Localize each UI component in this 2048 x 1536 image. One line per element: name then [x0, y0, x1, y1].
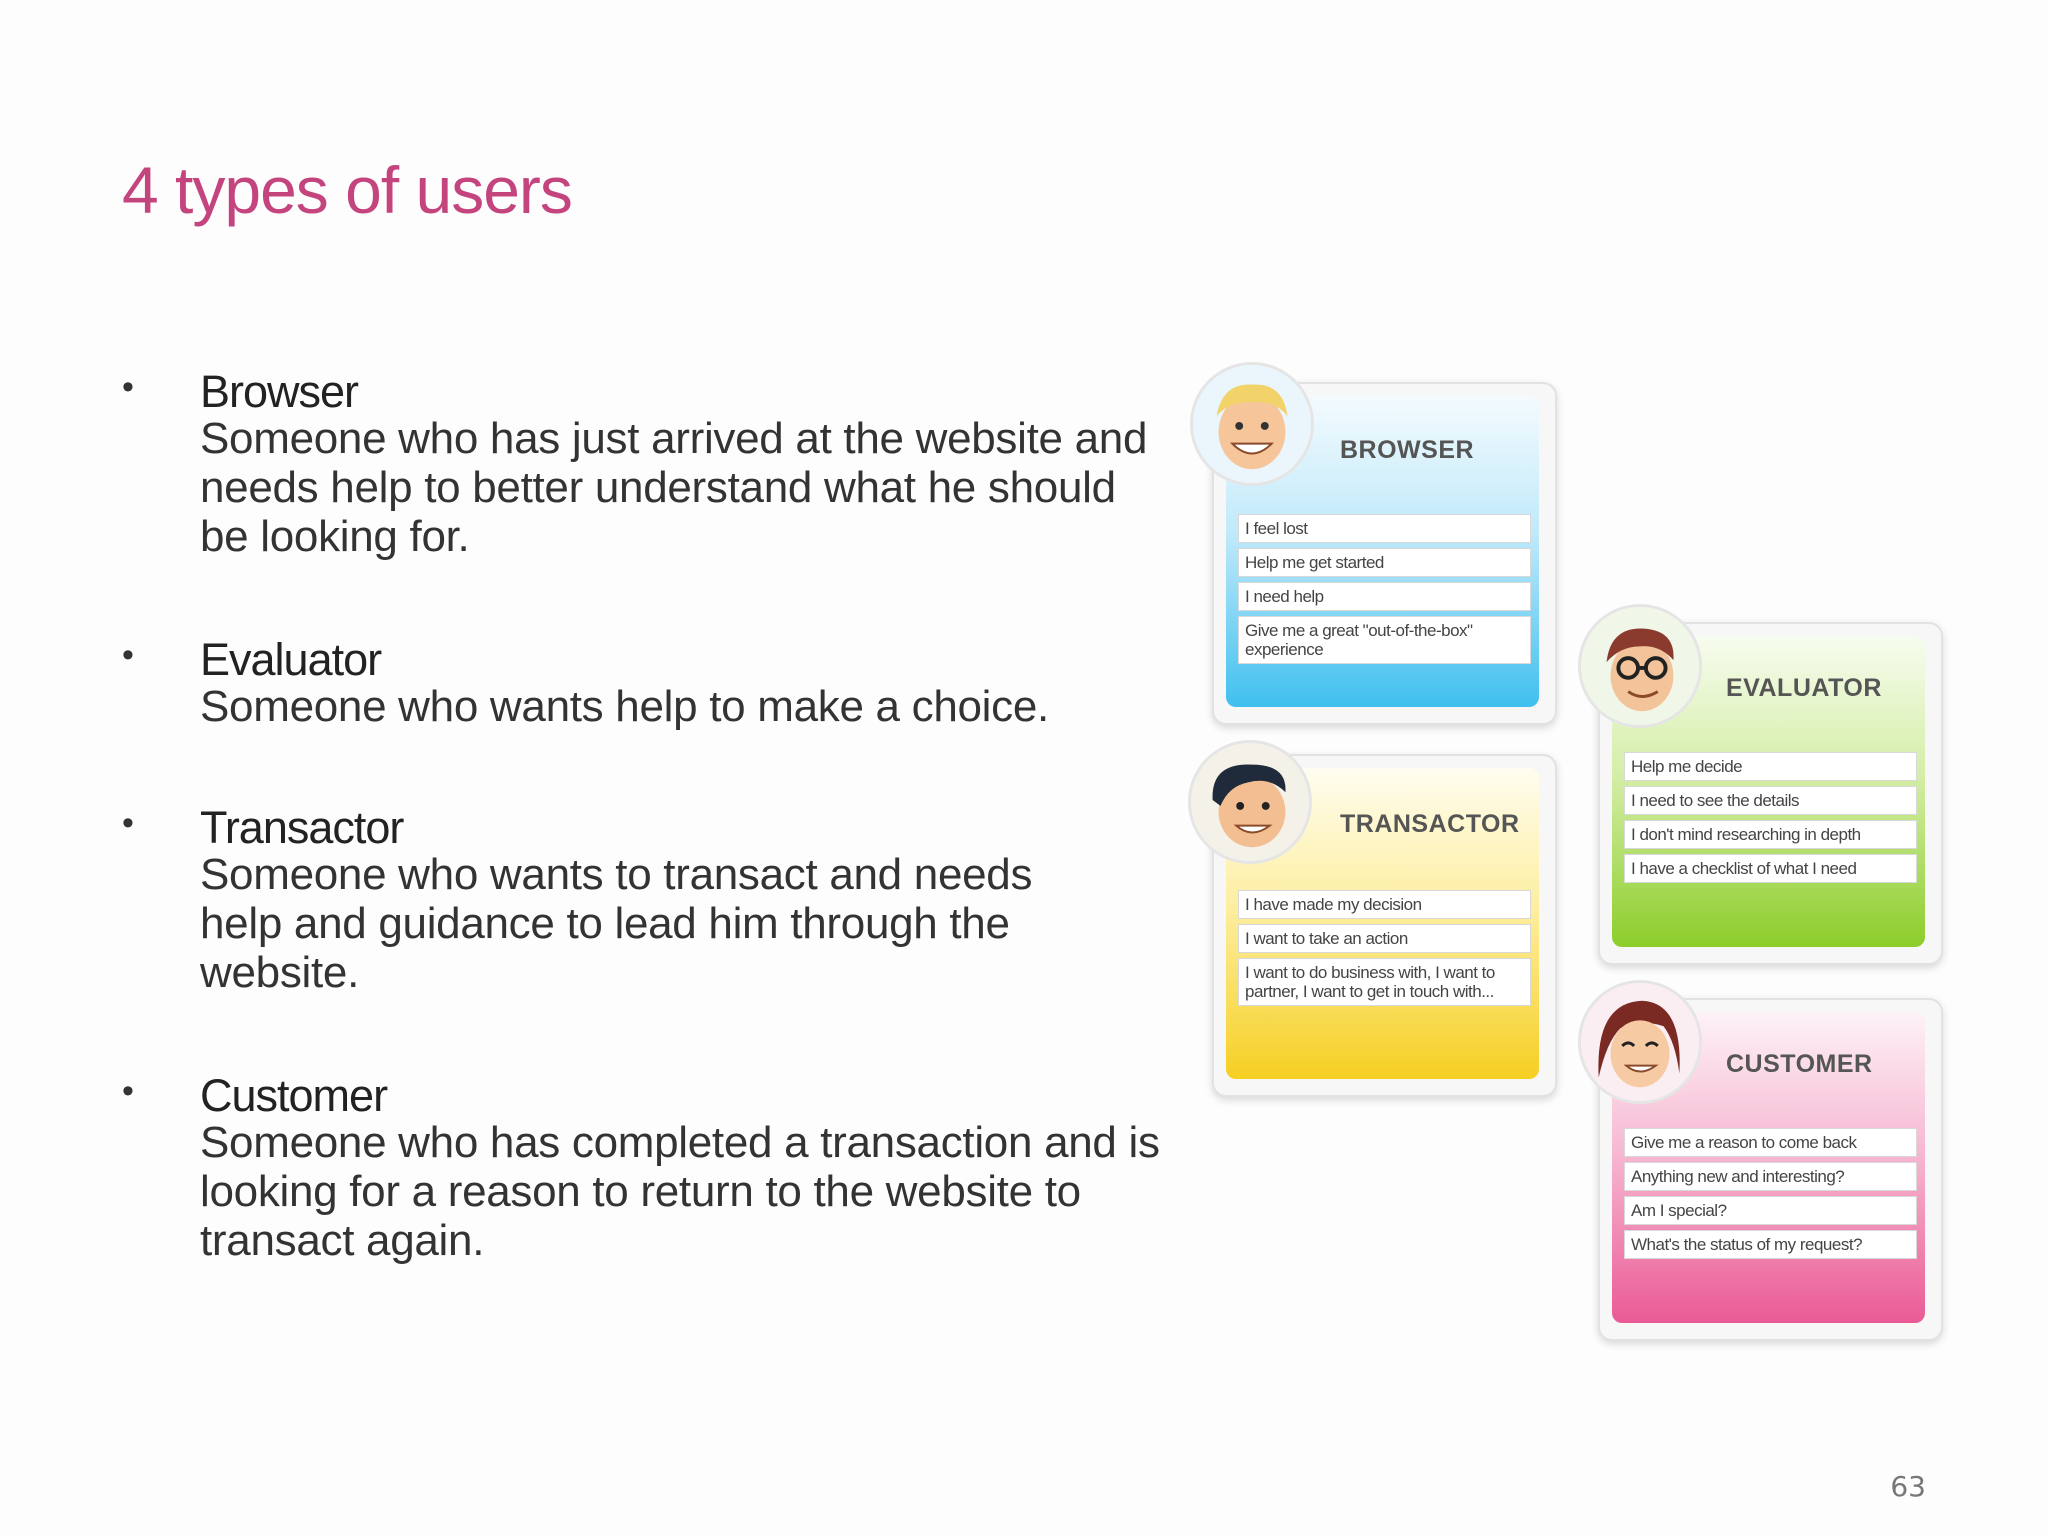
persona-statements — [1624, 752, 1917, 888]
persona-statements — [1238, 890, 1531, 1011]
persona-statements — [1238, 514, 1531, 669]
persona-statement: What's the status of my request? — [1624, 1230, 1917, 1259]
user-type-name: Customer — [200, 1070, 388, 1121]
page-number: 63 — [1890, 1470, 1926, 1503]
persona-statement: Help me get started — [1238, 548, 1531, 577]
user-type-name: Browser — [200, 366, 359, 417]
persona-statement: I want to take an action — [1238, 924, 1531, 953]
bullet-icon: • — [122, 804, 134, 842]
persona-statement: I don't mind researching in depth — [1624, 820, 1917, 849]
bullet-icon: • — [122, 1072, 134, 1110]
user-type-name: Transactor — [200, 802, 404, 853]
persona-statement: Give me a reason to come back — [1624, 1128, 1917, 1157]
persona-statement: Give me a great "out-of-the-box" experience — [1238, 616, 1531, 664]
persona-statement: I need to see the details — [1624, 786, 1917, 815]
user-type-description: Someone who has completed a transaction and is looking for a reason to return to the website to transact again. — [200, 1118, 1160, 1265]
transactor-avatar-icon — [1188, 740, 1312, 864]
persona-label: BROWSER — [1340, 436, 1475, 464]
browser-avatar-icon — [1190, 362, 1314, 486]
persona-label: TRANSACTOR — [1340, 810, 1520, 838]
bullet-icon: • — [122, 636, 134, 674]
persona-statement: I have a checklist of what I need — [1624, 854, 1917, 883]
evaluator-avatar-icon — [1578, 604, 1702, 728]
persona-statement: I need help — [1238, 582, 1531, 611]
persona-statements — [1624, 1128, 1917, 1264]
slide-title: 4 types of users — [122, 153, 572, 227]
customer-avatar-icon — [1578, 980, 1702, 1104]
persona-statement: I have made my decision — [1238, 890, 1531, 919]
persona-label: EVALUATOR — [1726, 674, 1882, 702]
user-type-description: Someone who has just arrived at the website and needs help to better understand what he should be looking for. — [200, 414, 1148, 561]
persona-statement: Help me decide — [1624, 752, 1917, 781]
bullet-icon: • — [122, 368, 134, 406]
persona-statement: I want to do business with, I want to partner, I want to get in touch with... — [1238, 958, 1531, 1006]
persona-statement: I feel lost — [1238, 514, 1531, 543]
persona-label: CUSTOMER — [1726, 1050, 1873, 1078]
user-type-description: Someone who wants help to make a choice. — [200, 682, 1049, 731]
user-type-name: Evaluator — [200, 634, 382, 685]
user-type-description: Someone who wants to transact and needs help and guidance to lead him through the website. — [200, 850, 1033, 997]
persona-statement: Am I special? — [1624, 1196, 1917, 1225]
persona-statement: Anything new and interesting? — [1624, 1162, 1917, 1191]
